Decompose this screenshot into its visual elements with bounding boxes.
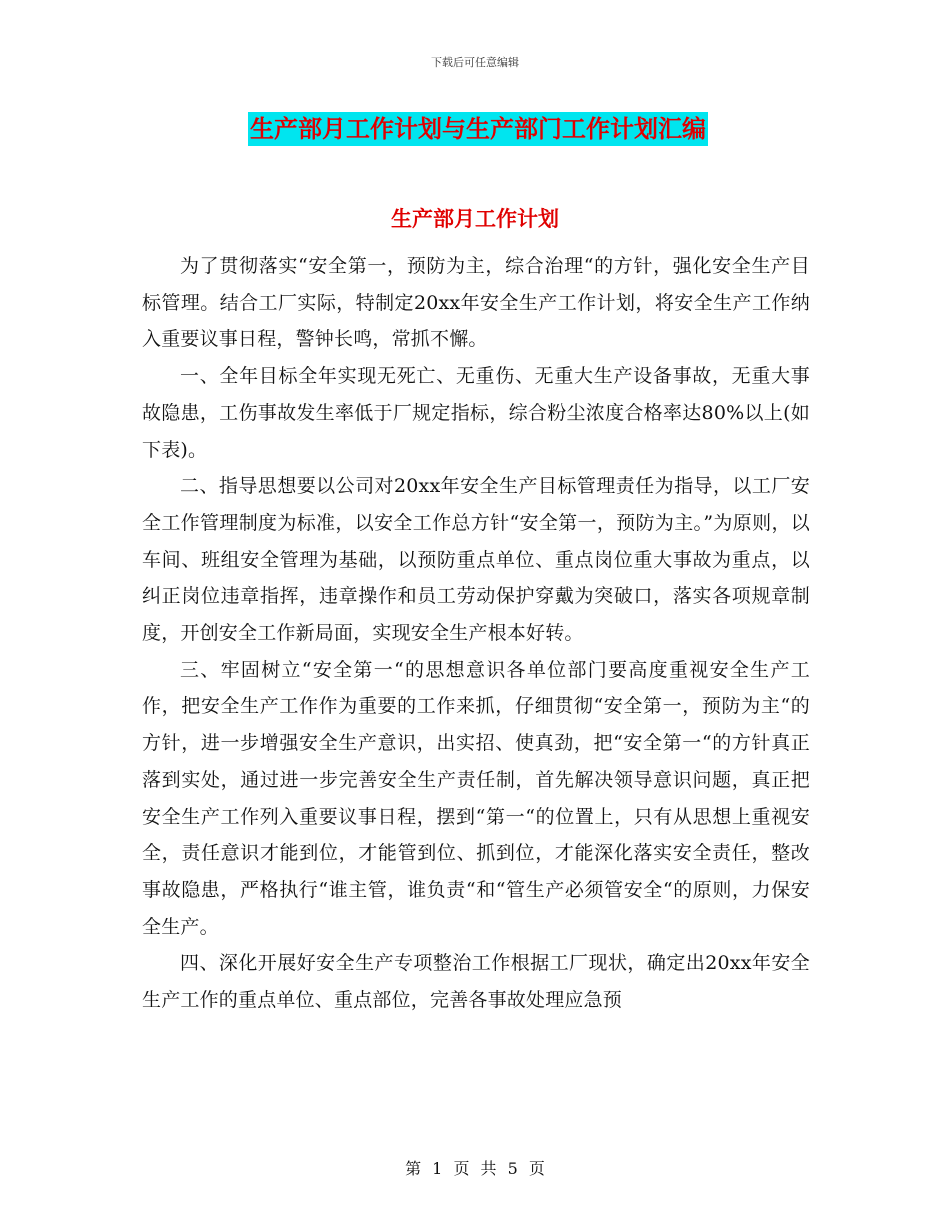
document-title: 生产部月工作计划与生产部门工作计划汇编 bbox=[248, 112, 708, 146]
paragraph-guiding-idea: 二、指导思想要以公司对20xx年安全生产目标管理责任为指导，以工厂安全工作管理制度为标准，以安全工作总方针“安全第一，预防为主。”为原则，以车间、班组安全管理为基础，以预防重点单位、重点岗位重大事故为重点，以纠正岗位违章指挥，违章操作和员工劳动保护穿戴为突破口，落实各项规章制度，开创安全工作新局面，实现安全生产根本好转。 bbox=[142, 475, 810, 645]
body-text bbox=[142, 248, 810, 1019]
section-title: 生产部月工作计划 bbox=[391, 206, 559, 231]
paragraph-safety-awareness: 三、牢固树立“安全第一“的思想意识各单位部门要高度重视安全生产工作，把安全生产工作作为重要的工作来抓，仔细贯彻“安全第一，预防为主“的方针，进一步增强安全生产意识，出实招、使真劲，把“安全第一“的方针真正落到实处，通过进一步完善安全生产责任制，首先解决领导意识问题，真正把安全生产工作列入重要议事日程，摆到“第一“的位置上，只有从思想上重视安全，责任意识才能到位，才能管到位、抓到位，才能深化落实安全责任，整改事故隐患，严格执行“谁主管，谁负责“和“管生产必须管安全“的原则，力保安全生产。 bbox=[142, 658, 810, 938]
header-note: 下载后可任意编辑 bbox=[431, 56, 519, 69]
paragraph-annual-goal: 一、全年目标全年实现无死亡、无重伤、无重大生产设备事故，无重大事故隐患，工伤事故发生率低于厂规定指标，综合粉尘浓度合格率达80%以上(如下表)。 bbox=[142, 365, 810, 461]
paragraph-special-rectification: 四、深化开展好安全生产专项整治工作根据工厂现状，确定出20xx年安全生产工作的重点单位、重点部位，完善各事故处理应急预 bbox=[142, 952, 810, 1012]
paragraph-intro: 为了贯彻落实“安全第一，预防为主，综合治理“的方针，强化安全生产目标管理。结合工厂实际，特制定20xx年安全生产工作计划，将安全生产工作纳入重要议事日程，警钟长鸣，常抓不懈。 bbox=[142, 255, 810, 351]
page-number-footer: 第 1 页 共 5 页 bbox=[405, 1159, 545, 1178]
